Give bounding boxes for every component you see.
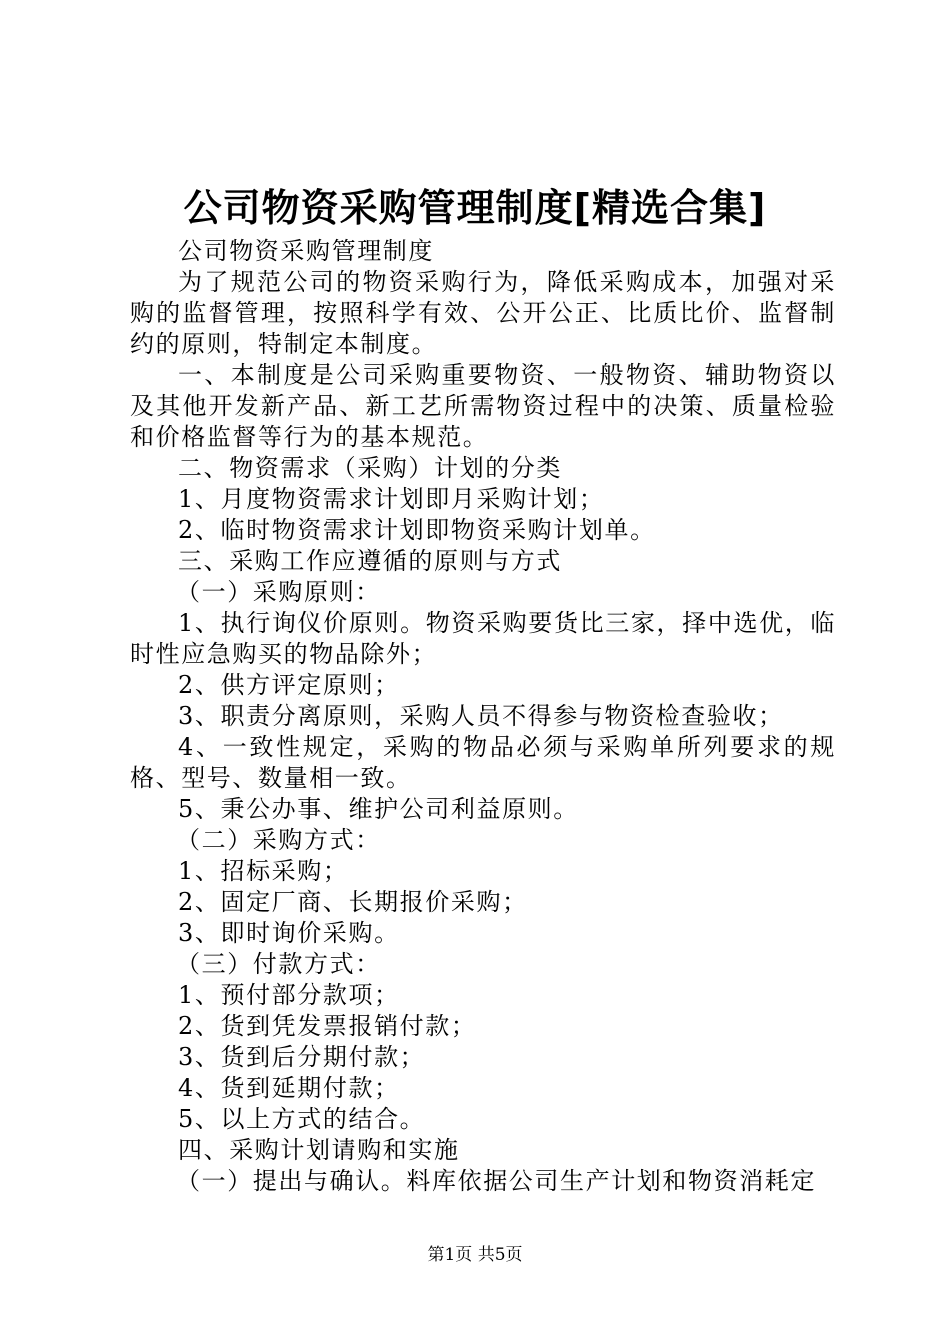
paragraph: （一）提出与确认。料库依据公司生产计划和物资消耗定 bbox=[176, 1167, 816, 1195]
subsection-heading: （三）付款方式： bbox=[176, 950, 381, 978]
section-heading: 四、采购计划请购和实施 bbox=[178, 1136, 460, 1164]
list-item: 2、货到凭发票报销付款； bbox=[178, 1012, 477, 1040]
list-item: 2、供方评定原则； bbox=[178, 671, 400, 699]
document-title: 公司物资采购管理制度[精选合集] bbox=[183, 186, 767, 230]
page-number: 第1页 共5页 bbox=[427, 1245, 523, 1265]
paragraph: 公司物资采购管理制度 bbox=[178, 237, 434, 265]
list-item: 1、招标采购； bbox=[178, 857, 349, 885]
list-item: 4、一致性规定，采购的物品必须与采购单所列要求的规格、型号、数量相一致。 bbox=[130, 733, 836, 792]
list-item: 1、月度物资需求计划即月采购计划； bbox=[178, 485, 605, 513]
list-item: 3、即时询价采购。 bbox=[178, 919, 400, 947]
paragraph: 一、本制度是公司采购重要物资、一般物资、辅助物资以及其他开发新产品、新工艺所需物资过程中的决策、质量检验和价格监督等行为的基本规范。 bbox=[130, 361, 836, 451]
list-item: 1、预付部分款项； bbox=[178, 981, 400, 1009]
list-item: 3、职责分离原则，采购人员不得参与物资检查验收； bbox=[178, 702, 784, 730]
list-item: 5、以上方式的结合。 bbox=[178, 1105, 426, 1133]
section-heading: 三、采购工作应遵循的原则与方式 bbox=[178, 547, 562, 575]
paragraph: 为了规范公司的物资采购行为，降低采购成本，加强对采购的监督管理，按照科学有效、公开公正、比质比价、监督制约的原则，特制定本制度。 bbox=[130, 268, 836, 358]
list-item: 2、临时物资需求计划即物资采购计划单。 bbox=[178, 516, 656, 544]
section-heading: 二、物资需求（采购）计划的分类 bbox=[178, 454, 562, 482]
list-item: 3、货到后分期付款； bbox=[178, 1043, 426, 1071]
list-item: 1、执行询仪价原则。物资采购要货比三家，择中选优，临时性应急购买的物品除外； bbox=[130, 609, 836, 668]
list-item: 2、固定厂商、长期报价采购； bbox=[178, 888, 528, 916]
subsection-heading: （二）采购方式： bbox=[176, 826, 381, 854]
list-item: 4、货到延期付款； bbox=[178, 1074, 400, 1102]
document-body bbox=[130, 236, 836, 1197]
list-item: 5、秉公办事、维护公司利益原则。 bbox=[178, 795, 579, 823]
subsection-heading: （一）采购原则： bbox=[176, 578, 381, 606]
